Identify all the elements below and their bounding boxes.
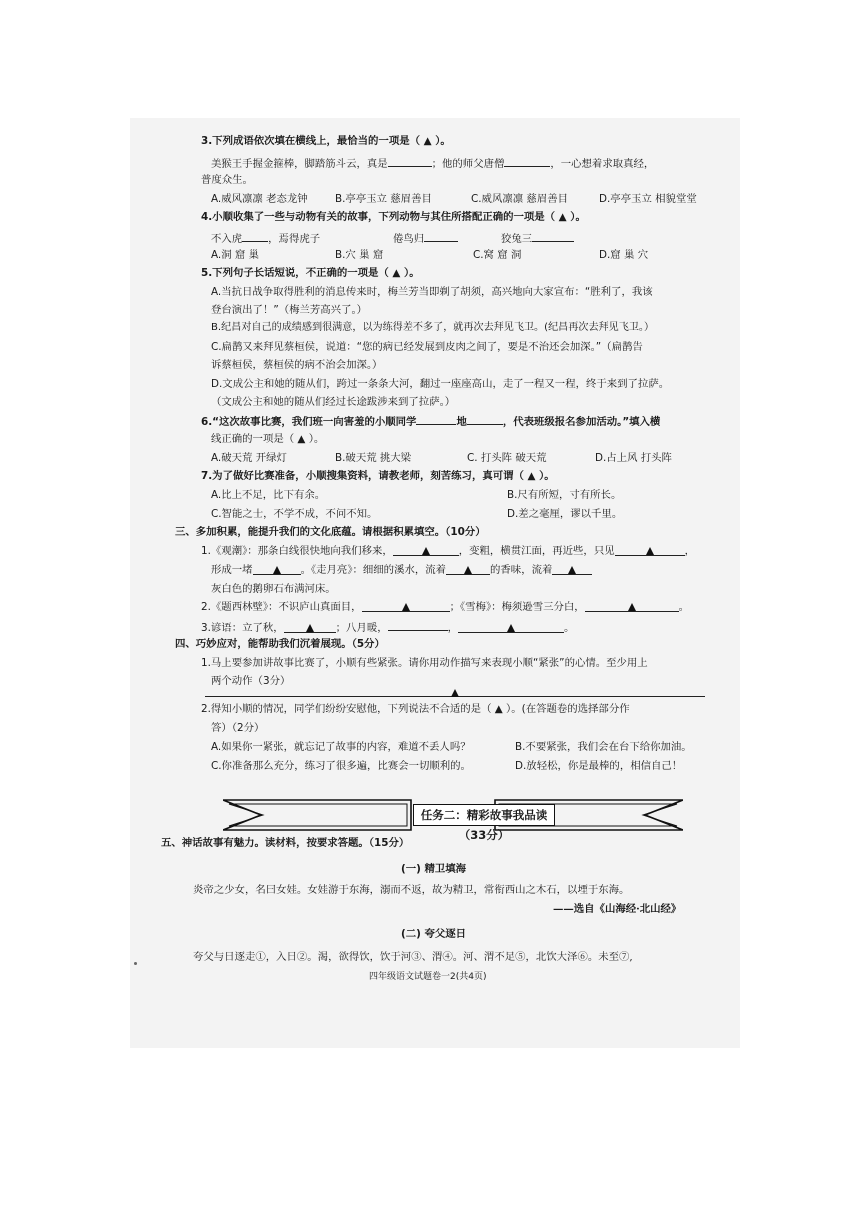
answer-mark-icon bbox=[306, 624, 314, 632]
q6-blank-1[interactable] bbox=[416, 415, 456, 425]
s4-q1-line2: 两个动作（3分） bbox=[211, 675, 291, 687]
q6-text-1: 6.“这次故事比赛，我们班一向害羞的小顺同学 bbox=[201, 416, 417, 428]
answer-mark-icon bbox=[464, 566, 472, 574]
s5-passage-1: 炎帝之少女，名曰女娃。女娃游于东海，溺而不返，故为精卫，常衔西山之木石，以堙于东海。 bbox=[193, 884, 630, 896]
banner-title: 任务二：精彩故事我品读（33分） bbox=[413, 804, 555, 826]
s4-q2-line2: 答）（2分） bbox=[211, 722, 265, 734]
s3-q2-blank-1[interactable] bbox=[362, 602, 450, 612]
s5-sub-title-2: (二) 夸父逐日 bbox=[401, 928, 467, 940]
q7-option-c: C.智能之士，不学不成，不问不知。 bbox=[211, 508, 378, 520]
section4-heading: 四、巧妙应对，能帮助我们沉着展现。（5分） bbox=[175, 638, 385, 650]
s3-q2-text-a: 2.《题西林壁》：不识庐山真面目， bbox=[201, 601, 362, 613]
s5-sub-title-1: (一) 精卫填海 bbox=[401, 863, 467, 875]
q3-text-b: ；他的师父唐僧 bbox=[431, 158, 505, 170]
q4-fill-1-text: 不入虎 bbox=[211, 233, 243, 245]
q7-stem: 7.为了做好比赛准备，小顺搜集资料，请教老师，刻苦练习，真可谓（ ▲ ）。 bbox=[201, 470, 555, 482]
q3-blank-1[interactable] bbox=[388, 157, 432, 167]
answer-mark-icon bbox=[646, 547, 654, 555]
s3-q3-text-c: ， bbox=[447, 622, 458, 634]
q4-blank-1[interactable] bbox=[242, 232, 268, 242]
s4-q1-answer-line[interactable] bbox=[205, 688, 705, 697]
q5-option-b: B.纪昌对自己的成绩感到很满意，以为练得差不多了，就再次去拜见飞卫。(纪昌再次去拜见飞卫。） bbox=[211, 322, 655, 333]
q6-line2: 线正确的一项是（ ▲ ）。 bbox=[211, 433, 325, 445]
s3-q2-blank-2[interactable] bbox=[585, 602, 679, 612]
q6-option-b: B.破天荒 挑大梁 bbox=[335, 452, 412, 464]
q3-text-line1 bbox=[211, 157, 654, 169]
answer-mark-icon bbox=[628, 603, 636, 611]
q3-text-a: 美猴王手握金箍棒，脚踏筋斗云，真是 bbox=[211, 158, 388, 170]
q4-fill-2-text: ，焉得虎子 bbox=[268, 233, 321, 245]
s4-q2-option-a: A.如果你一紧张，就忘记了故事的内容，难道不丢人吗？ bbox=[211, 741, 471, 753]
q7-option-b: B.尺有所短，寸有所长。 bbox=[507, 489, 622, 501]
s3-q2-line: 2.《题西林壁》：不识庐山真面目， ；《雪梅》：梅须逊雪三分白， 。 bbox=[201, 601, 690, 613]
q3-text-c: ，一心想着求取真经， bbox=[550, 158, 655, 170]
q4-option-b: B.穴 巢 窟 bbox=[335, 249, 384, 261]
s3-q3-text-b: ；八月暖， bbox=[335, 622, 388, 634]
q4-option-a: A.洞 窟 巢 bbox=[211, 249, 260, 261]
q4-option-c: C.窝 窟 洞 bbox=[473, 249, 522, 261]
q4-blank-3[interactable] bbox=[532, 232, 574, 242]
q5-option-c-line2: 诉蔡桓侯，蔡桓侯的病不治会加深。） bbox=[211, 359, 383, 371]
answer-mark-icon bbox=[507, 624, 515, 632]
answer-mark-icon bbox=[568, 566, 576, 574]
s3-q1-text-a: 1.《观潮》：那条白线很快地向我们移来， bbox=[201, 545, 393, 557]
s3-q3-blank-2[interactable] bbox=[388, 621, 448, 631]
q5-option-c-line1: C.扁鹊又来拜见蔡桓侯，说道：“您的病已经发展到皮肉之间了，要是不治还会加深。”（扁鹊告 bbox=[211, 341, 643, 353]
s4-q2-option-c: C.你准备那么充分，练习了很多遍，比赛会一切顺利的。 bbox=[211, 760, 471, 772]
q6-line1 bbox=[201, 415, 660, 427]
q3-option-c: C.威风凛凛 慈眉善目 bbox=[471, 193, 568, 205]
q6-text-3: ，代表班级报名参加活动。”填入横 bbox=[502, 416, 661, 428]
answer-mark-icon bbox=[273, 566, 281, 574]
s3-q3-blank-3[interactable] bbox=[458, 623, 564, 633]
q6-blank-2[interactable] bbox=[467, 415, 503, 425]
s5-passage-1-source: ——选自《山海经·北山经》 bbox=[553, 903, 682, 915]
q4-stem: 4.小顺收集了一些与动物有关的故事，下列动物与其住所搭配正确的一项是（ ▲ ）。 bbox=[201, 211, 586, 223]
q7-option-a: A.比上不足，比下有余。 bbox=[211, 489, 326, 501]
s3-q1-line3: 灰白色的鹅卵石布满河床。 bbox=[211, 583, 336, 595]
s3-q1-blank-5[interactable] bbox=[552, 565, 592, 575]
s3-q1-text-c: ， bbox=[684, 545, 695, 557]
q3-option-d: D.亭亭玉立 相貌堂堂 bbox=[599, 193, 697, 205]
q3-option-b: B.亭亭玉立 慈眉善目 bbox=[335, 193, 432, 205]
q4-option-d: D.窟 巢 穴 bbox=[599, 249, 649, 261]
s3-q1-blank-3[interactable] bbox=[253, 565, 301, 575]
s3-q1-line2 bbox=[211, 565, 592, 575]
s3-q1-text-d: 形成一堵 bbox=[211, 564, 253, 576]
q4-fill-3-text: 倦鸟归 bbox=[393, 233, 425, 245]
s4-q2-line1: 2.得知小顺的情况，同学们纷纷安慰他，下列说法不合适的是（ ▲ ）。(在答题卷的选择部分作 bbox=[201, 703, 630, 715]
answer-mark-icon bbox=[402, 603, 410, 611]
section3-heading: 三、多加积累，能提升我们的文化底蕴。请根据积累填空。（10分） bbox=[175, 526, 486, 538]
q4-fill-1 bbox=[211, 232, 320, 244]
s3-q1-blank-1[interactable] bbox=[393, 546, 459, 556]
s3-q1-text-e: 。《走月亮》：细细的溪水，流着 bbox=[300, 564, 447, 576]
task-banner bbox=[223, 798, 683, 842]
s3-q2-text-b: ；《雪梅》：梅须逊雪三分白， bbox=[449, 601, 585, 613]
page-footer: 四年级语文试题卷一2(共4页) bbox=[369, 972, 487, 982]
s3-q3-line: 3.谚语：立了秋， ；八月暖， ， 。 bbox=[201, 622, 575, 634]
q5-option-a-line1: A.当抗日战争取得胜利的消息传来时，梅兰芳当即剃了胡须，高兴地向大家宣布：“胜利了，我该 bbox=[211, 286, 653, 298]
s3-q1-blank-4[interactable] bbox=[446, 565, 490, 575]
s4-q1-line1: 1.马上要参加讲故事比赛了，小顺有些紧张。请你用动作描写来表现小顺“紧张”的心情。至少用上 bbox=[201, 657, 648, 669]
s3-q1-line1 bbox=[201, 546, 695, 556]
s4-q2-option-d: D.放轻松，你是最棒的，相信自己！ bbox=[515, 760, 683, 772]
section5-heading: 五、神话故事有魅力。读材料，按要求答题。（15分） bbox=[161, 837, 410, 849]
q4-fill-4 bbox=[501, 232, 574, 244]
q6-text-2: 地 bbox=[456, 416, 467, 428]
q5-stem: 5.下列句子长话短说，不正确的一项是（ ▲ ）。 bbox=[201, 267, 420, 279]
q7-option-d: D.差之毫厘，谬以千里。 bbox=[507, 508, 623, 520]
q6-option-c: C. 打头阵 破天荒 bbox=[467, 452, 547, 464]
q3-stem: 3.下列成语依次填在横线上，最恰当的一项是（ ▲ ）。 bbox=[201, 135, 451, 147]
answer-mark-icon bbox=[422, 547, 430, 555]
q6-option-d: D.占上风 打头阵 bbox=[595, 452, 672, 464]
s3-q1-text-b: ，变粗，横贯江面，再近些，只见 bbox=[458, 545, 615, 557]
q6-option-a: A.破天荒 开绿灯 bbox=[211, 452, 287, 464]
s5-passage-2: 夸父与日逐走①，入日②。渴，欲得饮，饮于河③、渭④。河、渭不足⑤，北饮大泽⑥。未至⑦, bbox=[193, 951, 633, 963]
q4-fill-4-text: 狡兔三 bbox=[501, 233, 533, 245]
q4-fill-3 bbox=[393, 232, 458, 244]
s4-q2-option-b: B.不要紧张，我们会在台下给你加油。 bbox=[515, 741, 692, 753]
scan-speck bbox=[134, 962, 137, 965]
s3-q3-blank-1[interactable] bbox=[284, 623, 336, 633]
q4-blank-2[interactable] bbox=[424, 232, 458, 242]
q5-option-a-line2: 登台演出了！”（梅兰芳高兴了。） bbox=[211, 304, 368, 316]
q3-option-a: A.威风凛凛 老态龙钟 bbox=[211, 193, 308, 205]
s3-q1-blank-2[interactable] bbox=[615, 546, 685, 556]
q3-blank-2[interactable] bbox=[504, 157, 550, 167]
answer-mark-icon bbox=[451, 689, 459, 697]
q5-option-d-line1: D.文成公主和她的随从们，跨过一条条大河，翻过一座座高山，走了一程又一程，终于来到了拉萨。 bbox=[211, 378, 670, 390]
s3-q1-text-f: 的香味，流着 bbox=[490, 564, 553, 576]
s3-q3-text-a: 3.谚语：立了秋， bbox=[201, 622, 284, 634]
q5-option-d-line2: （文成公主和她的随从们经过长途跋涉来到了拉萨。） bbox=[211, 396, 456, 408]
q3-text-d: 普度众生。 bbox=[201, 174, 253, 186]
